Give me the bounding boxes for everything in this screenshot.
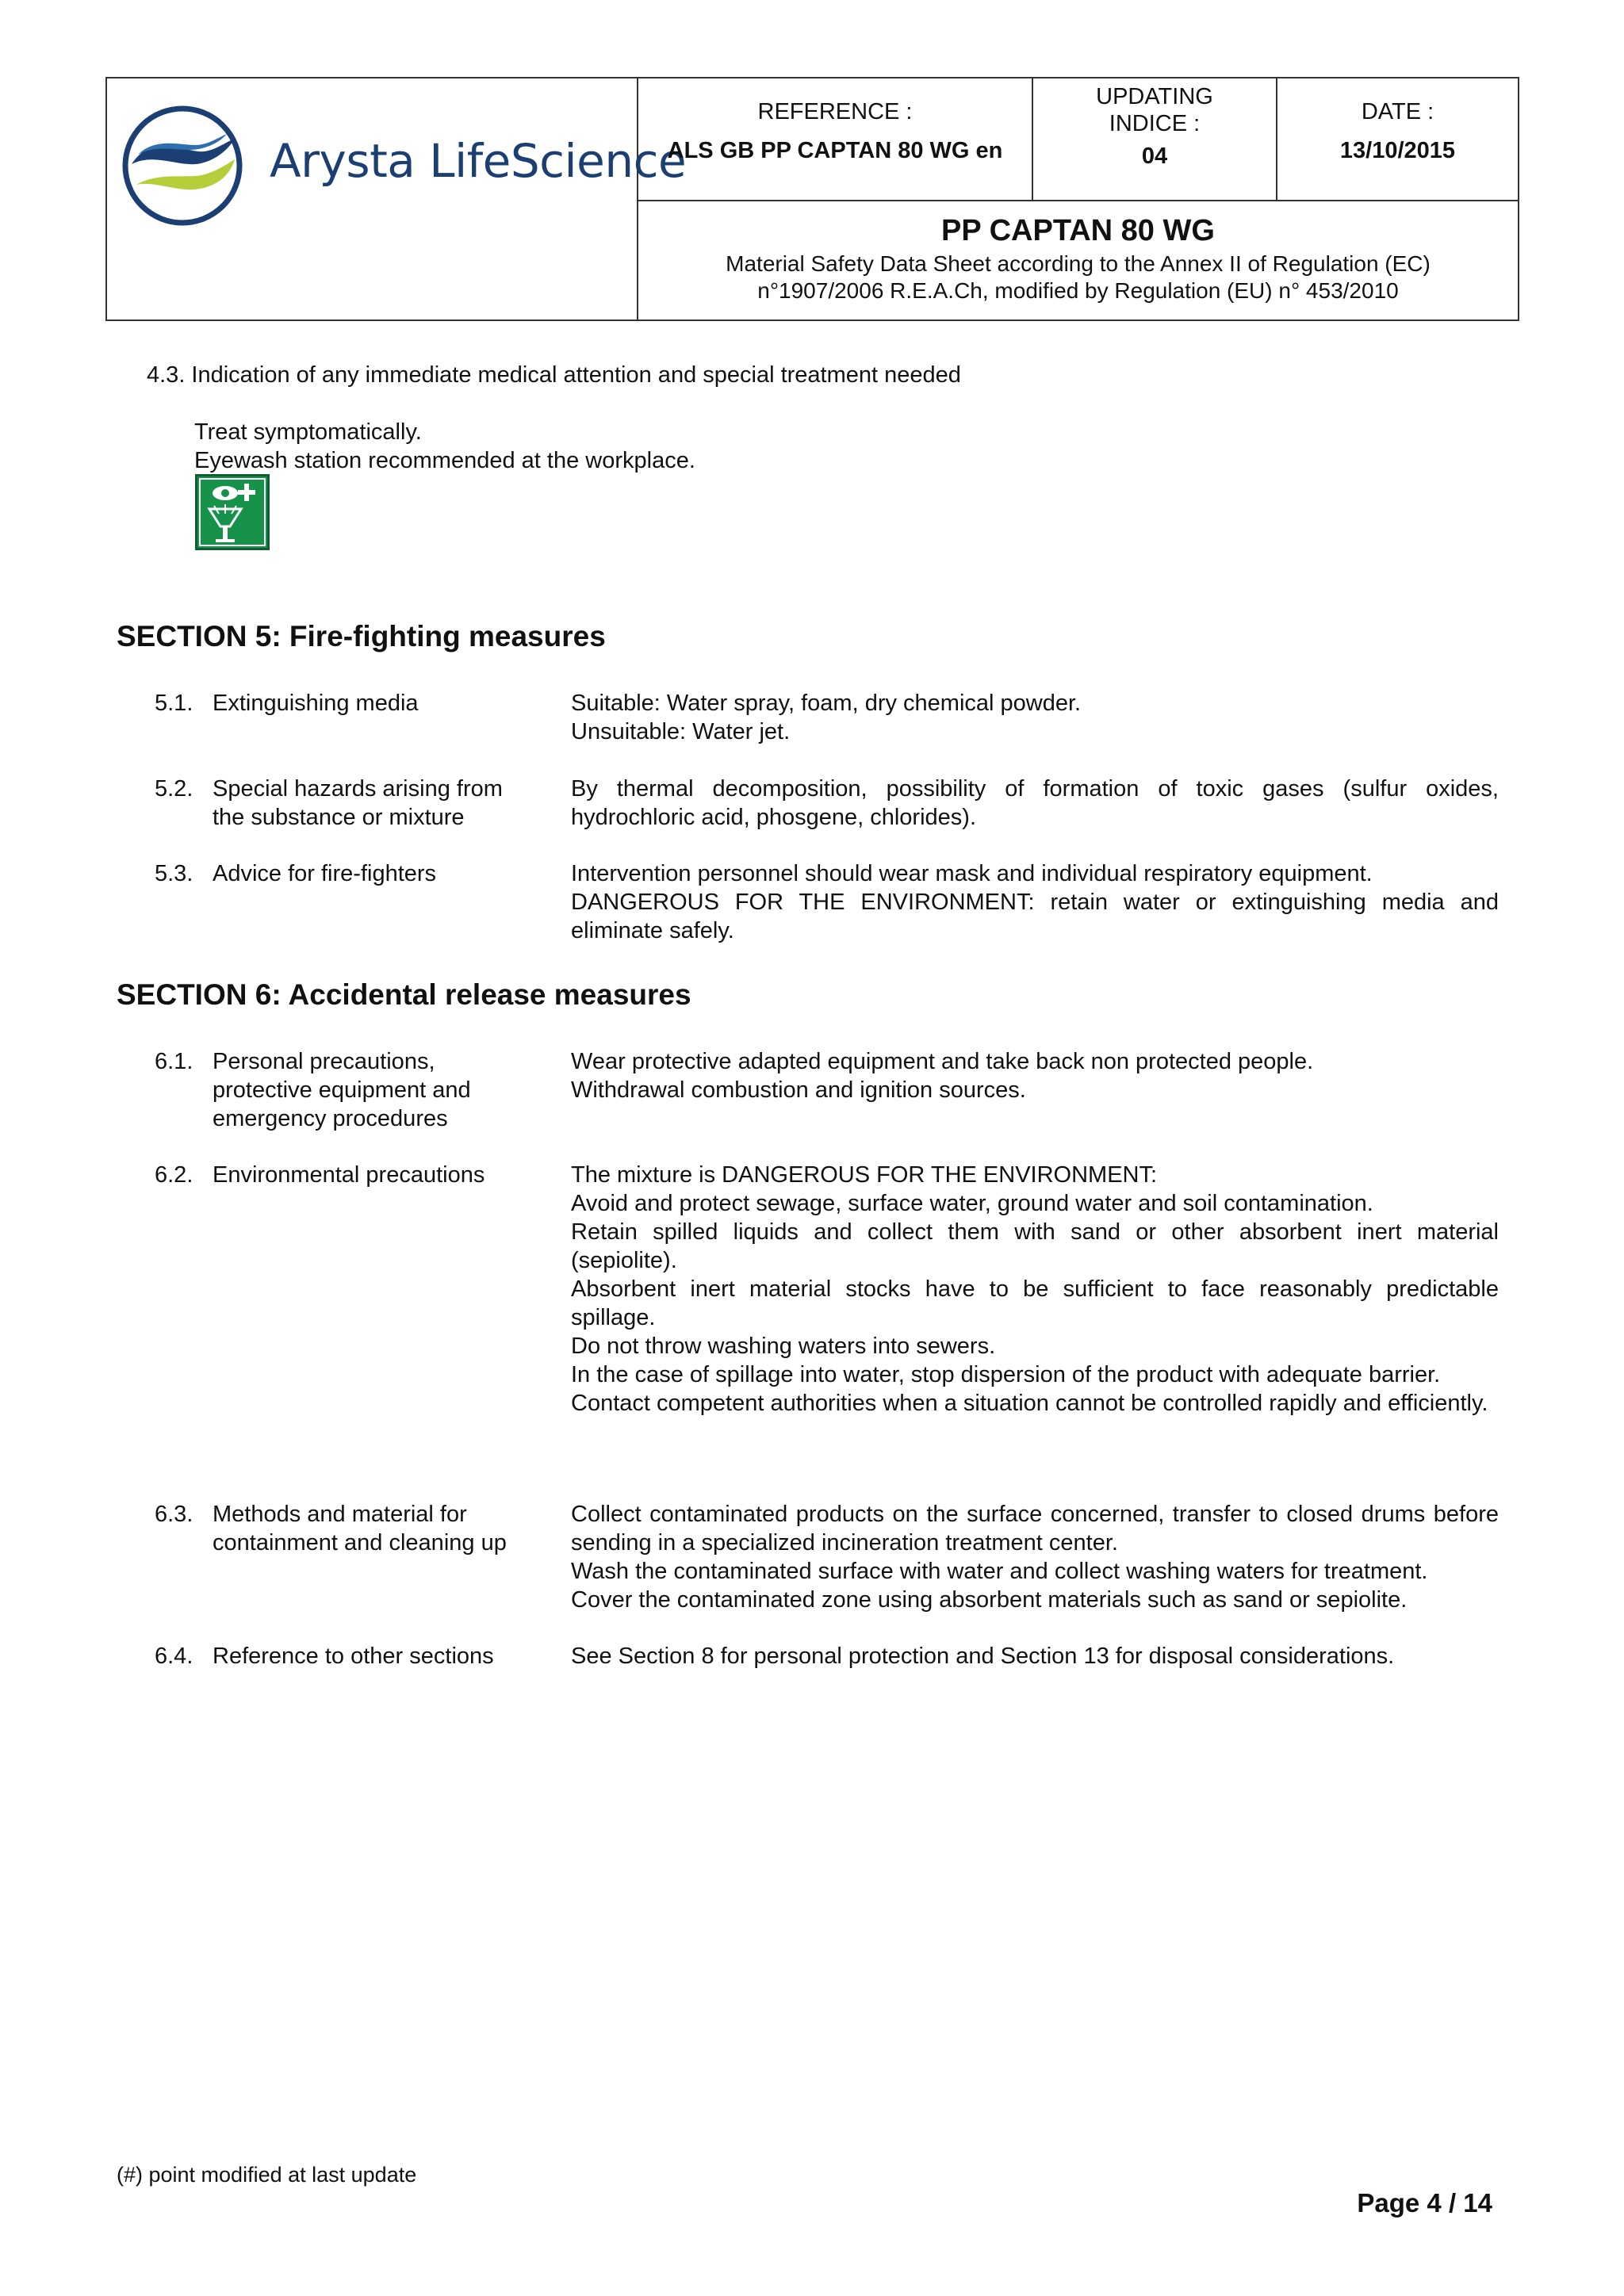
- item-label: Methods and material for containment and cleaning up: [213, 1502, 507, 1556]
- item-text: [571, 1047, 1499, 1104]
- product-cell: [638, 201, 1518, 320]
- footer-note: (#) point modified at last update: [117, 2163, 417, 2187]
- eyewash-station-icon: [195, 474, 270, 550]
- item-text: [571, 1500, 1499, 1614]
- text-line: Wear protective adapted equipment and take back non protected people.: [571, 1049, 1314, 1074]
- section-5-title: SECTION 5: Fire-fighting measures: [117, 620, 606, 652]
- reference-label: REFERENCE :: [757, 99, 913, 124]
- text-line: Contact competent authorities when a situation cannot be controlled rapidly and efficiently.: [571, 1391, 1488, 1416]
- item-label: Personal precautions, protective equipment and emergency procedures: [213, 1049, 471, 1131]
- date-cell: [1277, 78, 1518, 200]
- item-label: Reference to other sections: [213, 1644, 494, 1669]
- item-number: 6.3.: [155, 1502, 193, 1527]
- text-line: Cover the contaminated zone using absorbent materials such as sand or sepiolite.: [571, 1587, 1408, 1613]
- item-number: 6.4.: [155, 1644, 193, 1669]
- paragraph: Treat symptomatically.: [194, 419, 422, 445]
- updating-value: 04: [1141, 144, 1168, 169]
- company-name: Arysta LifeScience: [270, 134, 687, 188]
- item-text: [571, 1642, 1499, 1670]
- text-line: Retain spilled liquids and collect them with sand or other absorbent inert material (sepiolite).: [571, 1219, 1499, 1273]
- reference-cell: [638, 78, 1032, 200]
- item-text: [571, 859, 1499, 945]
- text-line: Collect contaminated products on the surface concerned, transfer to closed drums before sending in a specialized incineration treatment center.: [571, 1502, 1499, 1556]
- date-value: 13/10/2015: [1339, 138, 1456, 163]
- logo-emblem-icon: [119, 102, 246, 229]
- item-number: 5.2.: [155, 776, 193, 802]
- text-line: By thermal decomposition, possibility of formation of toxic gases (sulfur oxides, hydrochloric acid, phosgene, chlorides).: [571, 776, 1499, 830]
- text-line: Unsuitable: Water jet.: [571, 719, 791, 744]
- text-line: Do not throw washing waters into sewers.: [571, 1334, 996, 1359]
- item-label: Special hazards arising from the substance or mixture: [213, 776, 503, 830]
- item-label: Environmental precautions: [213, 1162, 485, 1188]
- text-line: Absorbent inert material stocks have to be sufficient to face reasonably predictable spillage.: [571, 1276, 1499, 1330]
- item-text: [571, 775, 1499, 832]
- item-number: 5.3.: [155, 861, 193, 886]
- page-number: Page 4 / 14: [1357, 2188, 1492, 2218]
- item-number: 6.1.: [155, 1049, 193, 1074]
- item-number: 5.1.: [155, 691, 193, 716]
- item-label: Extinguishing media: [213, 691, 419, 716]
- updating-label: UPDATING INDICE :: [1096, 84, 1213, 136]
- item-number: 6.2.: [155, 1162, 193, 1188]
- date-label: DATE :: [1361, 99, 1434, 124]
- subsection-title: 4.3. Indication of any immediate medical attention and special treatment needed: [147, 362, 961, 388]
- text-line: Withdrawal combustion and ignition sources.: [571, 1077, 1026, 1103]
- text-line: The mixture is DANGEROUS FOR THE ENVIRONMENT:: [571, 1162, 1158, 1188]
- header-subtitle: n°1907/2006 R.E.A.Ch, modified by Regulation (EU) n° 453/2010: [757, 278, 1399, 303]
- product-name: PP CAPTAN 80 WG: [941, 214, 1215, 247]
- text-line: Intervention personnel should wear mask and individual respiratory equipment.: [571, 861, 1373, 886]
- section-6-title: SECTION 6: Accidental release measures: [117, 978, 691, 1011]
- item-text: [571, 689, 1499, 746]
- text-line: Wash the contaminated surface with water and collect washing waters for treatment.: [571, 1559, 1428, 1584]
- text-line: Suitable: Water spray, foam, dry chemical powder.: [571, 691, 1082, 716]
- document-header: [105, 77, 1519, 321]
- header-subtitle: Material Safety Data Sheet according to the Annex II of Regulation (EC): [726, 251, 1431, 276]
- item-label: Advice for fire-fighters: [213, 861, 437, 886]
- item-text: [571, 1161, 1499, 1418]
- text-line: Avoid and protect sewage, surface water, ground water and soil contamination.: [571, 1191, 1373, 1216]
- updating-cell: [1033, 78, 1276, 200]
- company-logo: [107, 78, 687, 320]
- text-line: DANGEROUS FOR THE ENVIRONMENT: retain water or extinguishing media and eliminate safely.: [571, 890, 1499, 943]
- text-line: In the case of spillage into water, stop dispersion of the product with adequate barrier.: [571, 1362, 1441, 1387]
- reference-value: ALS GB PP CAPTAN 80 WG en: [667, 138, 1003, 163]
- text-line: See Section 8 for personal protection and Section 13 for disposal considerations.: [571, 1644, 1395, 1669]
- paragraph: Eyewash station recommended at the workplace.: [194, 448, 695, 473]
